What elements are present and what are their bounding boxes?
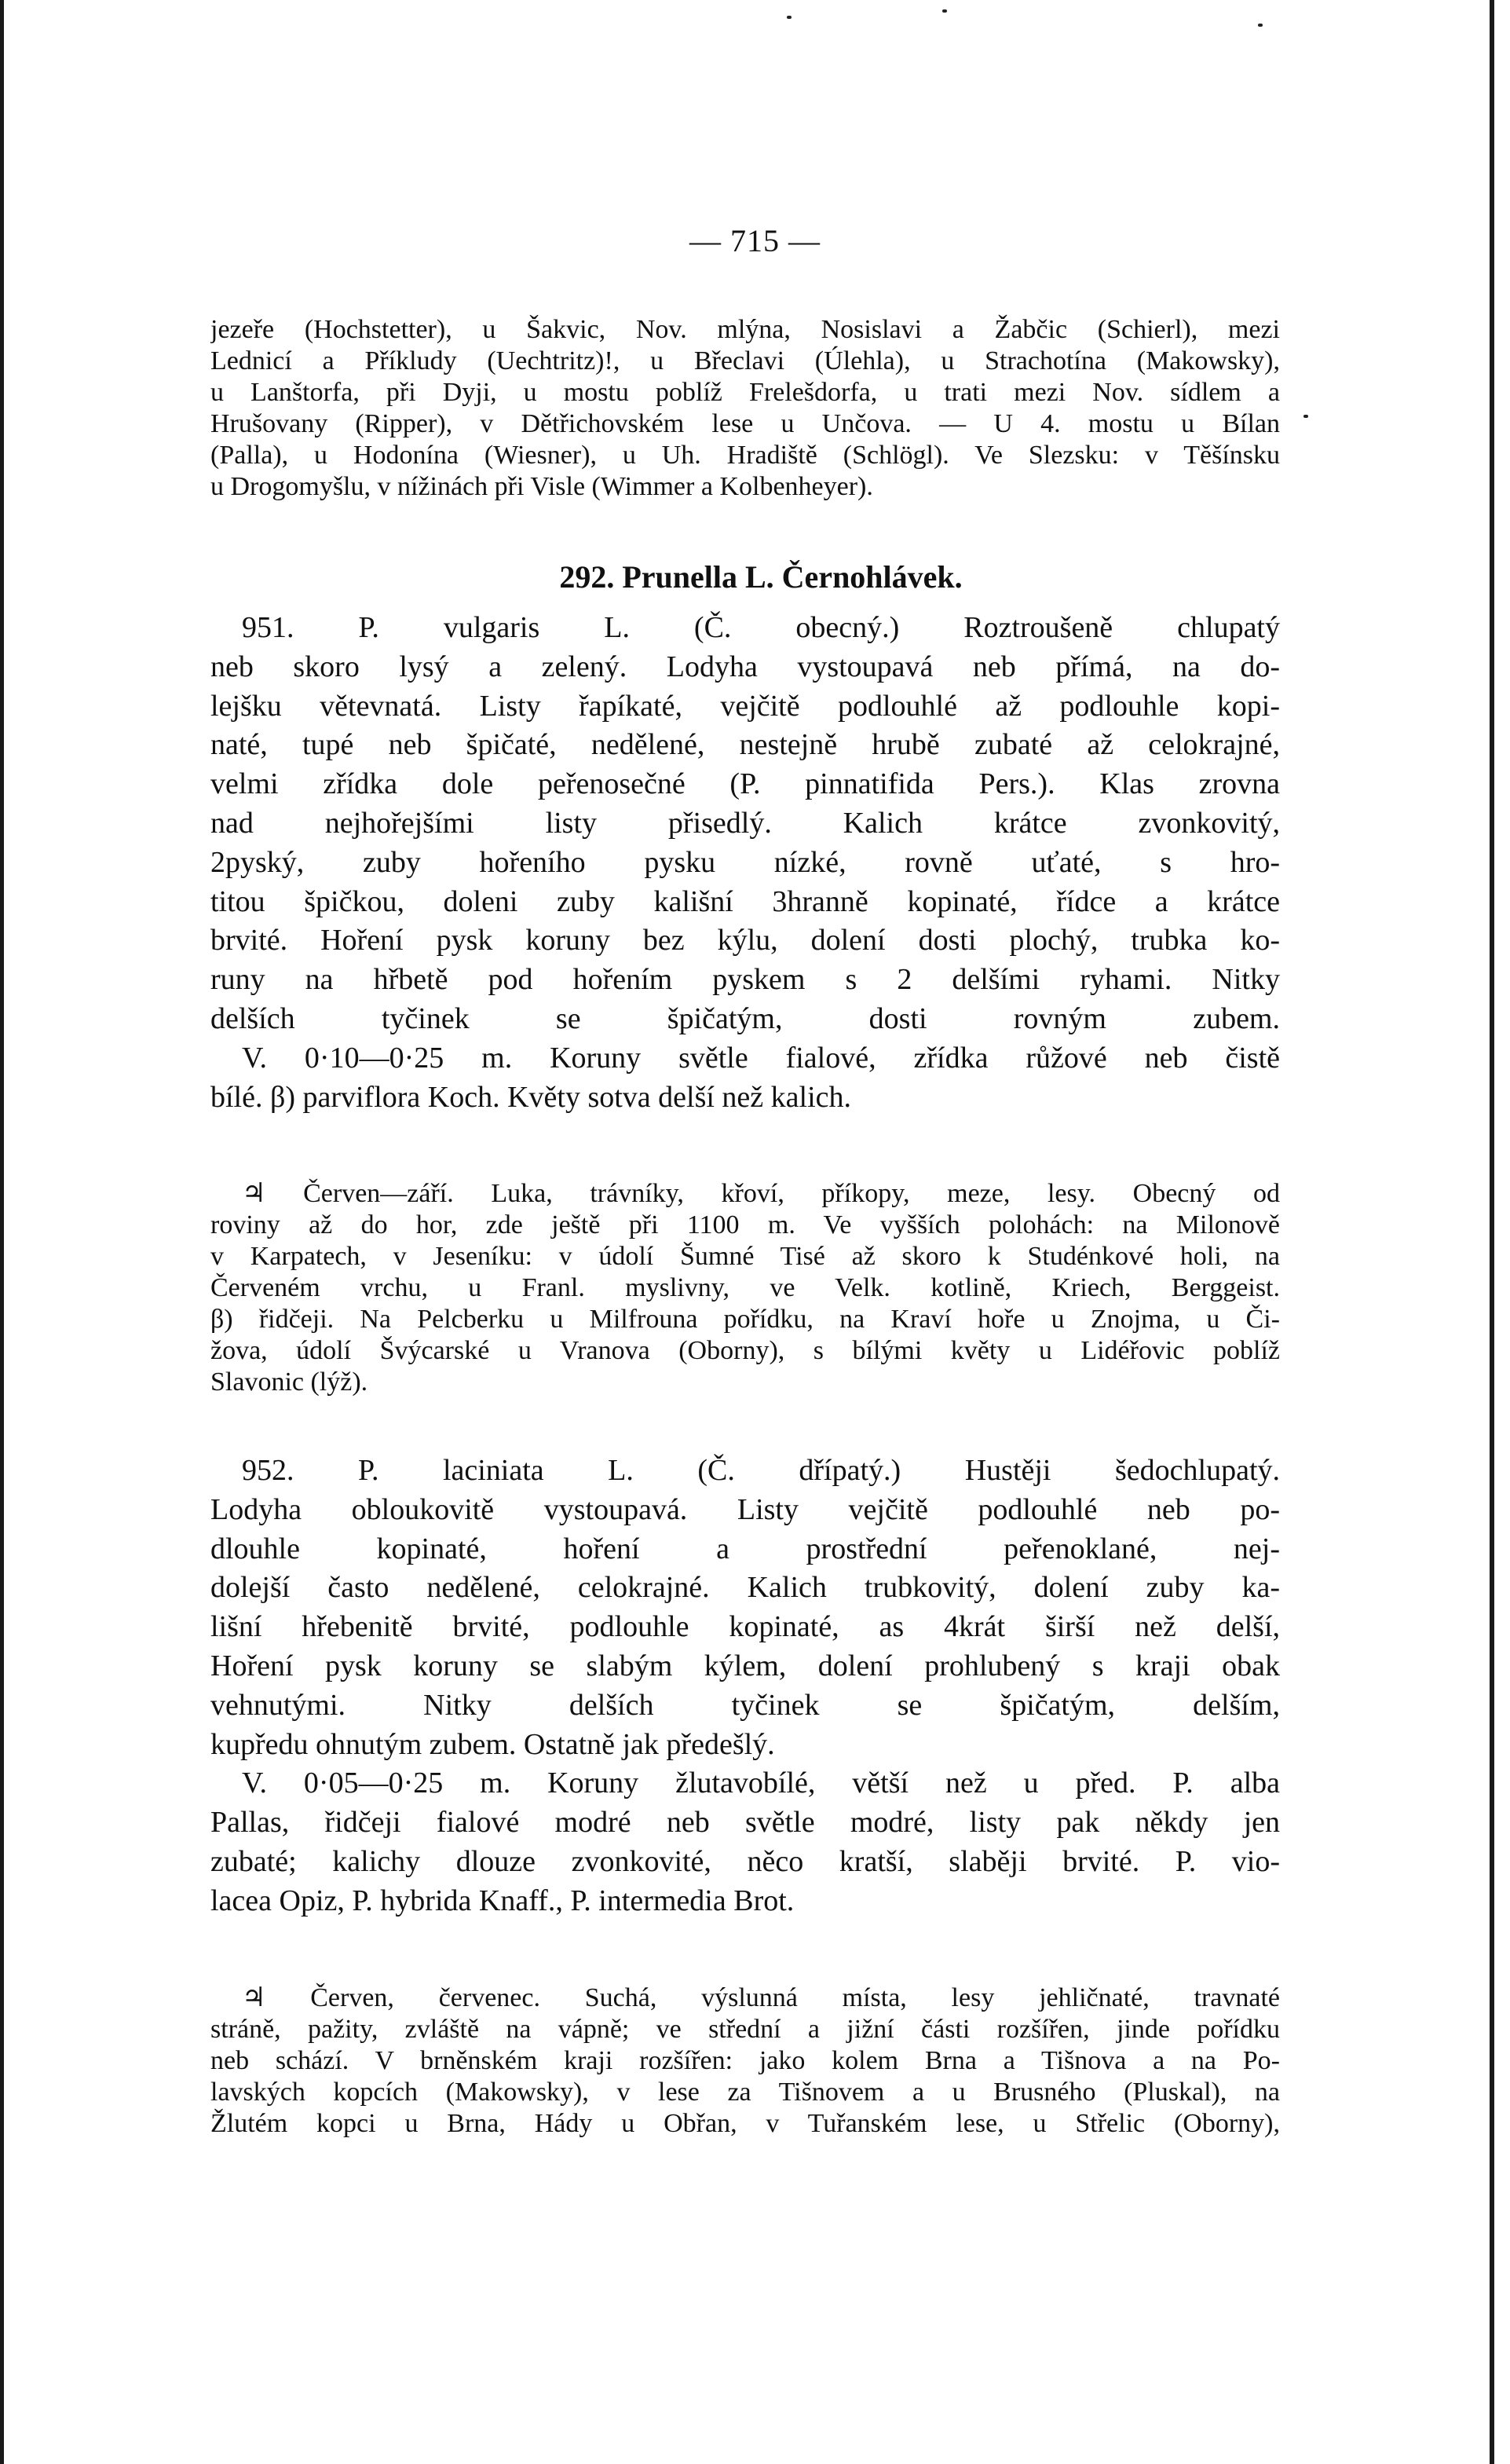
text-line: neb schází. V brněnském kraji rozšířen: jako kolem Brna a Tišnova a na Po- [210, 2046, 1280, 2075]
species-title-952: 952. P. laciniata L. (Č. dřípatý.) Hustěji šedochlupatý. [242, 1454, 1280, 1487]
text-line: Žlutém kopci u Brna, Hády u Obřan, v Tuřanském lese, u Střelic (Oborny), [210, 2109, 1280, 2138]
text-line: Hrušovany (Ripper), v Dětřichovském lese u Unčova. — U 4. mostu u Bílan [210, 409, 1280, 438]
page-number: — 715 — [689, 223, 821, 258]
text-line: velmi zřídka dole peřenosečné (P. pinnatifida Pers.). Klas zrovna [210, 767, 1280, 801]
text-line: ♃ Červen—září. Luka, trávníky, křoví, příkopy, meze, lesy. Obecný od [242, 1179, 1280, 1208]
species-951-section [210, 554, 1280, 1117]
text-line: bílé. β) parviflora Koch. Květy sotva delší než kalich. [210, 1080, 852, 1114]
text-line: v Karpatech, v Jeseníku: v údolí Šumné Tisé až skoro k Studénkové holi, na [210, 1242, 1280, 1271]
text-line: zubaté; kalichy dlouze zvonkovité, něco kratší, slaběji brvité. P. vio- [210, 1844, 1280, 1878]
text-line: nad nejhořejšími listy přisedlý. Kalich krátce zvonkovitý, [210, 806, 1280, 840]
text-line: žova, údolí Švýcarské u Vranova (Oborny), s bílými květy u Lidéřovic poblíž [210, 1336, 1280, 1365]
text-line: roviny až do hor, zde ještě při 1100 m. Ve vyšších polohách: na Milonově [210, 1210, 1280, 1239]
text-line: Hoření pysk koruny se slabým kýlem, dolení prohlubený s kraji obak [210, 1649, 1280, 1682]
species-952-section [210, 1452, 1280, 1921]
locality-paragraph-952 [210, 1983, 1280, 2140]
text-line: lacea Opiz, P. hybrida Knaff., P. intermedia Brot. [210, 1884, 795, 1917]
text-line: β) řidčeji. Na Pelcberku u Milfrouna pořídku, na Kraví hoře u Znojma, u Či- [210, 1305, 1280, 1334]
text-line: Lednicí a Příkludy (Uechtritz)!, u Břeclavi (Úlehla), u Strachotína (Makowsky), [210, 346, 1280, 375]
text-line: jezeře (Hochstetter), u Šakvic, Nov. mlýna, Nosislavi a Žabčic (Schierl), mezi [210, 315, 1280, 344]
text-line: 2pyský, zuby hořeního pysku nízké, rovně uťaté, s hro- [210, 845, 1280, 879]
locality-paragraph-951 [210, 1178, 1280, 1398]
text-line: u Lanštorfa, při Dyji, u mostu poblíž Frelešdorfa, u trati mezi Nov. sídlem a [210, 378, 1280, 407]
text-line: delších tyčinek se špičatým, dosti rovným zubem. [210, 1001, 1280, 1035]
text-line: runy na hřbetě pod hořením pyskem s 2 delšími ryhami. Nitky [210, 963, 1280, 997]
species-title-951: 951. P. vulgaris L. (Č. obecný.) Roztroušeně chlupatý [242, 611, 1280, 644]
scan-speck [787, 16, 792, 19]
text-line: neb skoro lysý a zelený. Lodyha vystoupavá neb přímá, na do- [210, 650, 1280, 683]
text-line: u Drogomyšlu, v nížinách při Visle (Wimmer a Kolbenheyer). [210, 472, 873, 501]
text-line: dlouhle kopinaté, hoření a prostřední peřenoklané, nej- [210, 1532, 1280, 1565]
text-line: (Palla), u Hodonína (Wiesner), u Uh. Hradiště (Schlögl). Ve Slezsku: v Těšínsku [210, 441, 1280, 470]
text-line: brvité. Hoření pysk koruny bez kýlu, dolení dosti plochý, trubka ko- [210, 924, 1280, 957]
text-line: Lodyha obloukovitě vystoupavá. Listy vejčitě podlouhlé neb po- [210, 1492, 1280, 1526]
text-line: V. 0·10—0·25 m. Koruny světle fialové, zřídka růžové neb čistě [242, 1041, 1280, 1075]
text-line: lavských kopcích (Makowsky), v lese za Tišnovem a u Brusného (Pluskal), na [210, 2078, 1280, 2107]
text-line: kupředu ohnutým zubem. Ostatně jak předešlý. [210, 1727, 775, 1761]
scan-edge-right [1490, 0, 1494, 2464]
locality-paragraph-top [210, 314, 1280, 503]
scan-speck [1258, 24, 1263, 27]
text-line: ♃ Červen, červenec. Suchá, výslunná místa, lesy jehličnaté, travnaté [242, 1983, 1280, 2012]
scan-edge-left [0, 0, 4, 2464]
genus-heading: 292. Prunella L. Černohlávek. [559, 559, 963, 595]
text-line: lejšku větevnatá. Listy řapíkaté, vejčitě podlouhlé až podlouhle kopi- [210, 689, 1280, 723]
text-line: stráně, pažity, zvláště na vápně; ve střední a jižní části rozšířen, jinde pořídku [210, 2015, 1280, 2044]
scan-speck [1303, 415, 1308, 418]
text-line: Červeném vrchu, u Franl. myslivny, ve Velk. kotlině, Kriech, Berggeist. [210, 1273, 1280, 1302]
scan-speck [942, 9, 947, 13]
text-line: V. 0·05—0·25 m. Koruny žlutavobílé, větší než u před. P. alba [242, 1767, 1280, 1800]
text-line: naté, tupé neb špičaté, nedělené, nestejně hrubě zubaté až celokrajné, [210, 728, 1280, 762]
text-line: lišní hřebenitě brvité, podlouhle kopinaté, as 4krát širší než delší, [210, 1610, 1280, 1644]
text-line: Slavonic (lýž). [210, 1367, 368, 1397]
text-line: Pallas, řidčeji fialové modré neb světle modré, listy pak někdy jen [210, 1806, 1280, 1840]
text-line: dolejší často nedělené, celokrajné. Kalich trubkovitý, dolení zuby ka- [210, 1571, 1280, 1605]
text-line: vehnutými. Nitky delších tyčinek se špičatým, delším, [210, 1688, 1280, 1722]
text-line: titou špičkou, doleni zuby kališní 3hranně kopinaté, řídce a krátce [210, 884, 1280, 918]
